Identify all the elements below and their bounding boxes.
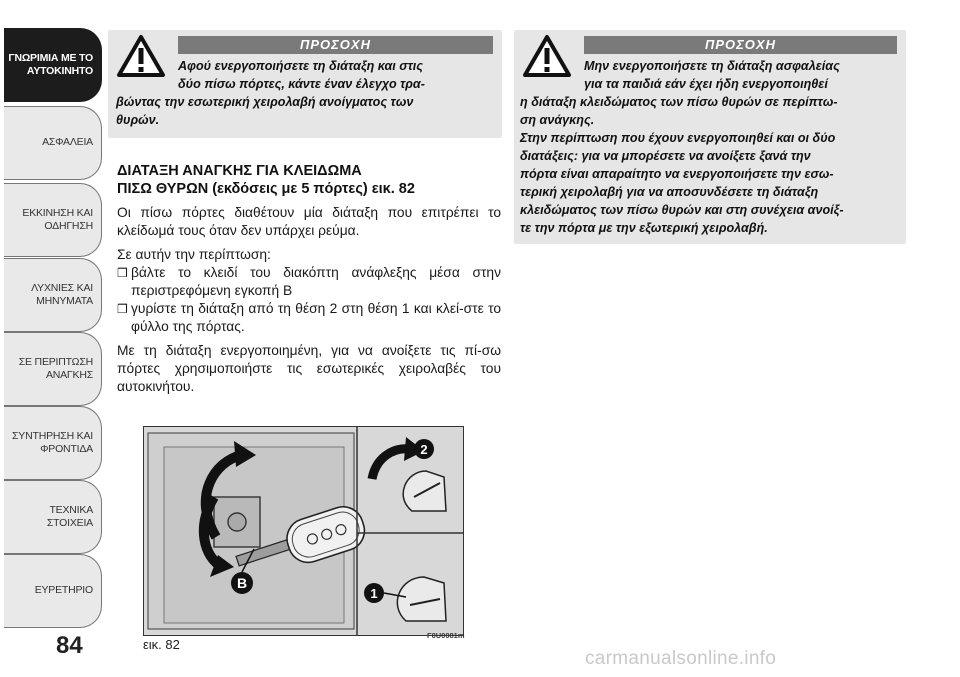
label-1: 1 (370, 586, 378, 601)
paragraph-intro: Οι πίσω πόρτες διαθέτουν μία διάταξη που επιτρέπει το κλείδωμά τους όταν δεν υπάρχει ρεύμα. (117, 205, 501, 238)
page-number: 84 (56, 632, 83, 659)
tab-label-line2: ΟΔΗΓΗΣΗ (44, 220, 93, 232)
tab-label-line1: ΛΥΧΝΙΕΣ ΚΑΙ (31, 281, 93, 294)
warning-line: Μην ενεργοποιήσετε τη διάταξη ασφαλείας (584, 59, 840, 73)
tab-safety[interactable] (4, 106, 102, 180)
warning-text (584, 57, 898, 93)
warning-line: δύο πίσω πόρτες, κάντε έναν έλεγχο τρα- (178, 77, 425, 91)
tab-label-line1: ΓΝΩΡΙΜΙΑ ΜΕ ΤΟ (8, 51, 93, 64)
tab-label-line1: ΣΕ ΠΕΡΙΠΤΩΣΗ (18, 355, 93, 368)
warning-line: πόρτα είναι απαραίτητο να ενεργοποιήσετε την εσω- (520, 167, 834, 181)
warning-title: ΠΡΟΣΟΧΗ (178, 36, 493, 54)
bullet-text: γυρίστε τη διάταξη από τη θέση 2 στη θέση 1 και κλεί-στε το φύλλο της πόρτας. (131, 301, 501, 334)
warning-text-cont (520, 93, 902, 237)
warning-triangle-icon (522, 34, 572, 78)
warning-line: κλειδώματος των πίσω θυρών και στη συνέχεια ανοίξ- (520, 203, 844, 217)
warning-line: η διάταξη κλειδώματος των πίσω θυρών σε περίπτω- (520, 95, 838, 109)
warning-line: θυρών. (116, 113, 160, 127)
tab-starting-driving[interactable] (4, 183, 102, 257)
tab-warning-lights[interactable] (4, 258, 102, 332)
warning-triangle-icon (116, 34, 166, 78)
tab-maintenance[interactable] (4, 406, 102, 480)
tab-index[interactable] (4, 554, 102, 628)
door-lock-illustration (144, 427, 464, 636)
warning-text-cont (116, 93, 496, 129)
tab-label-line1: ΤΕΧΝΙΚΑ ΣΤΟΙΧΕΙΑ (46, 503, 93, 529)
tab-label-line2: ΑΥΤΟΚΙΝΗΤΟ (26, 65, 93, 77)
warning-line: για τα παιδιά εάν έχει ήδη ενεργοποιηθεί (584, 77, 828, 91)
tab-label-line1: ΕΥΡΕΤΗΡΙΟ (34, 584, 93, 597)
warning-line: διατάξεις: για να μπορέσετε να ανοίξετε ξανά την (520, 149, 811, 163)
tab-label-line1: ΣΥΝΤΗΡΗΣΗ ΚΑΙ (12, 429, 93, 442)
section-heading-line1: ΔΙΑΤΑΞΗ ΑΝΑΓΚΗΣ ΓΙΑ ΚΛΕΙΔΩΜΑ (117, 163, 362, 179)
warning-box-right (514, 30, 906, 244)
tab-label-line2: ΦΡΟΝΤΙΔΑ (40, 443, 93, 455)
tab-label-line1: ΕΚΚΙΝΗΣΗ ΚΑΙ (22, 206, 93, 219)
warning-box-left (108, 30, 502, 138)
warning-line: Αφού ενεργοποιήσετε τη διάταξη και στις (178, 59, 423, 73)
paragraph-activated: Με τη διάταξη ενεργοποιημένη, για να ανοίξετε τις πί-σω πόρτες χρησιμοποιήστε τις εσωτερικές χειρολαβές του αυτοκινήτου. (117, 343, 501, 394)
warning-title: ΠΡΟΣΟΧΗ (584, 36, 897, 54)
section-heading-line2: ΠΙΣΩ ΘΥΡΩΝ (εκδόσεις με 5 πόρτες) εικ. 82 (117, 181, 415, 197)
checkbox-bullet-icon: ❒ (117, 266, 128, 280)
warning-line: ση ανάγκης. (520, 113, 595, 127)
bullet-item-1 (117, 264, 501, 300)
tab-emergency[interactable] (4, 332, 102, 406)
tab-label-line2: ΜΗΝΥΜΑΤΑ (36, 295, 93, 307)
tab-label-line1: ΑΣΦΑΛΕΙΑ (42, 136, 93, 149)
warning-line: βώντας την εσωτερική χειρολαβή ανοίγματος των (116, 95, 414, 109)
warning-line: Στην περίπτωση που έχουν ενεργοποιηθεί και οι δύο (520, 131, 836, 145)
paragraph-case: Σε αυτήν την περίπτωση: (117, 247, 271, 262)
figure-82-illustration (143, 426, 464, 636)
watermark-site: carmanualsonline.info (585, 648, 777, 669)
warning-line: τε την πόρτα με την εξωτερική χειρολαβή. (520, 221, 768, 235)
warning-line: τερική χειρολαβή για να αποσυνδέσετε τη διάταξη (520, 185, 819, 199)
checkbox-bullet-icon: ❒ (117, 302, 128, 316)
label-2: 2 (420, 442, 428, 457)
label-b: B (236, 575, 248, 591)
bullet-item-2 (117, 300, 501, 336)
tab-label-line2: ΑΝΑΓΚΗΣ (45, 369, 93, 381)
bullet-text: βάλτε το κλειδί του διακόπτη ανάφλεξης μέσα στην περιστρεφόμενη εγκοπή B (131, 265, 501, 298)
figure-code: F0U0081m (427, 631, 465, 640)
main-content (117, 162, 501, 396)
warning-text (178, 57, 494, 93)
tab-getting-to-know-car[interactable] (4, 28, 102, 102)
figure-caption: εικ. 82 (143, 637, 180, 652)
tab-technical-data[interactable] (4, 480, 102, 554)
